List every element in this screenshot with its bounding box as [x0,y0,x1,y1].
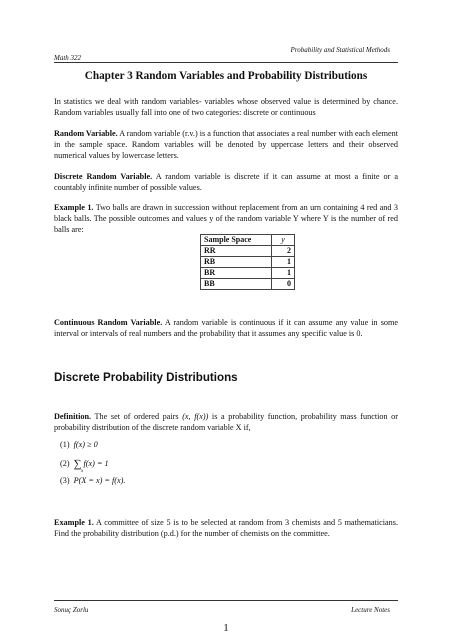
table-row [201,257,295,268]
table-header-cell: Sample Space [201,235,272,246]
example-label: Example 1. [54,518,94,527]
table-cell: RR [201,246,272,257]
page-number: 1 [223,622,229,634]
example-urn-paragraph [54,202,398,236]
condition-formula: f(x) ≥ 0 [73,440,98,449]
condition-number: (1) [60,440,70,449]
table-cell: BB [201,279,272,290]
header-course-code: Math 322 [54,54,82,62]
ordered-pair: (x, f(x)) [182,412,209,421]
example-committee-paragraph [54,517,398,539]
table-cell: 1 [272,257,295,268]
footer-author: Sonuç Zorlu [54,606,89,614]
table-row [201,279,295,290]
discrete-rv-definition [54,171,398,193]
table-cell: 1 [272,268,295,279]
intro-paragraph: In statistics we deal with random variables- variables whose observed value is determined by chance. Random variables usually fall into one of two categories: discrete or continuous [54,97,398,118]
continuous-rv-definition [54,317,398,339]
chapter-title: Chapter 3 Random Variables and Probability Distributions [84,70,368,82]
table-header-row [201,235,295,246]
table-cell: BR [201,268,272,279]
table-header-cell: y [272,235,295,246]
term: Random Variable. [54,129,118,138]
condition-number: (2) [60,459,70,468]
random-variable-definition [54,128,398,162]
header-course-title: Probability and Statistical Methods [290,46,390,54]
table-row [201,246,295,257]
definition-text: is a probability function, probability mass function or probability distribution of the discrete random variable X if, [54,412,399,433]
table-cell: 2 [272,246,295,257]
header-divider [54,62,398,63]
summation-sign: ∑ [73,458,82,470]
table-cell: 0 [272,279,295,290]
condition-formula: P(X = x) = f(x). [73,476,126,485]
example-label: Example 1. [54,203,94,212]
section-title: Discrete Probability Distributions [54,371,238,384]
term: Discrete Random Variable. [54,172,153,181]
sample-space-table [200,234,295,290]
footer-label: Lecture Notes [351,606,390,614]
example-text: A committee of size 5 is to be selected at random from 3 chemists and 5 mathematicians. Find the probability distribution (p.d.) for the number of chemists on the committee. [54,518,398,539]
table-row [201,268,295,279]
condition-2 [60,458,109,470]
definition-text: The set of ordered pairs [91,412,183,421]
pmf-definition [54,411,398,433]
summation-subscript: x [81,469,84,474]
term: Definition. [54,412,92,421]
condition-1 [60,440,98,449]
term: Continuous Random Variable. [54,318,163,327]
table-cell: RB [201,257,272,268]
definition-text: A random variable is discrete if it can assume at most a finite or a countably infinite number of possible values. [54,172,398,193]
example-text: Two balls are drawn in succession without replacement from an urn containing 4 red and 3 black balls. The possible outcomes and values y of the random variable Y where Y is the number of red balls are: [54,203,398,235]
condition-number: (3) [60,476,70,485]
condition-formula: f(x) = 1 [83,459,109,468]
definition-text: A random variable is continuous if it can assume any value in some interval or intervals of real numbers and the probability that it assumes any specific value is 0. [54,318,398,339]
definition-text: A random variable (r.v.) is a function that associates a real number with each element in the sample space. Random variables will be denoted by uppercase letters and their observed numerical values by lowercase letters. [54,129,398,161]
footer-divider [54,600,398,601]
condition-3 [60,476,125,485]
